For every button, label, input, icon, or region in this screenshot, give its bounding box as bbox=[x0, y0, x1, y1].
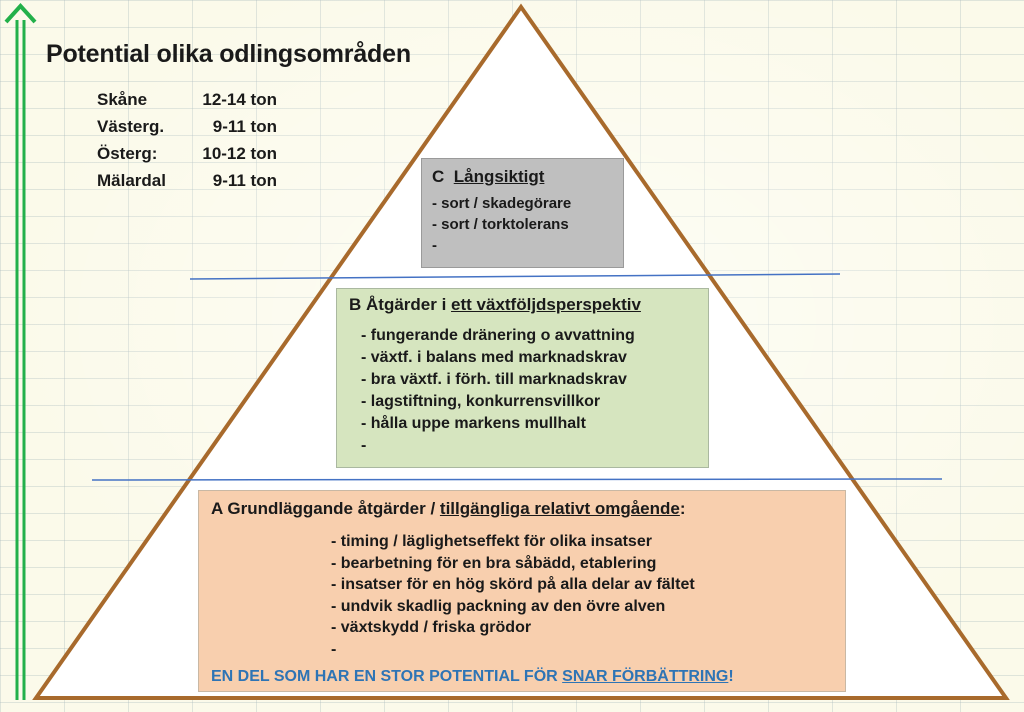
divider-b-a bbox=[92, 479, 942, 480]
region-row bbox=[97, 140, 277, 167]
level-a-title bbox=[211, 499, 833, 519]
level-a-title-suffix: : bbox=[679, 499, 686, 518]
level-b-item: - växtf. i balans med marknadskrav bbox=[361, 349, 627, 366]
region-table bbox=[97, 86, 277, 194]
level-a-item: - bearbetning för en bra såbädd, etablering bbox=[331, 554, 657, 572]
level-b-item: - fungerande dränering o avvattning bbox=[361, 327, 635, 344]
level-c-item: - sort / skadegörare bbox=[432, 195, 572, 212]
level-b-item: - hålla uppe markens mullhalt bbox=[361, 415, 586, 432]
region-name: Västerg. bbox=[97, 116, 165, 136]
region-value: 12-14 ton bbox=[202, 89, 277, 109]
region-value: 9-11 ton bbox=[212, 116, 277, 136]
level-a-item: - insatser för en hög skörd på alla delar av fältet bbox=[331, 576, 695, 593]
footer-prefix: EN DEL SOM HAR EN STOR POTENTIAL FÖR bbox=[211, 668, 558, 685]
level-b-box bbox=[336, 288, 709, 468]
level-b-title-underlined: ett växtföljdsperspektiv bbox=[451, 295, 641, 314]
level-b-list bbox=[349, 325, 698, 457]
page-title: Potential olika odlingsområden bbox=[46, 40, 411, 68]
level-a-item: - timing / läglighetseffekt för olika insatser bbox=[331, 533, 652, 550]
level-c-item: - bbox=[432, 237, 437, 254]
footer-suffix: ! bbox=[728, 668, 734, 685]
level-a-item: - undvik skadlig packning av den övre alven bbox=[331, 597, 666, 615]
level-c-title bbox=[432, 167, 613, 187]
region-name: Österg: bbox=[97, 143, 158, 163]
level-b-item: - lagstiftning, konkurrensvillkor bbox=[361, 393, 601, 410]
level-a-title-prefix: A Grundläggande åtgärder / bbox=[211, 499, 436, 518]
level-b-item: - bbox=[361, 437, 367, 454]
level-a-list bbox=[211, 531, 833, 660]
level-c-letter: C bbox=[432, 167, 445, 186]
level-b-title-prefix: B Åtgärder i bbox=[349, 295, 447, 314]
level-c-title-text: Långsiktigt bbox=[453, 167, 545, 186]
level-b-item: - bra växtf. i förh. till marknadskrav bbox=[361, 371, 627, 388]
region-name: Skåne bbox=[97, 89, 148, 109]
region-name: Mälardal bbox=[97, 170, 166, 190]
level-a-box bbox=[198, 490, 846, 692]
region-value: 9-11 ton bbox=[212, 170, 277, 190]
level-a-footer bbox=[211, 668, 833, 686]
up-arrow bbox=[6, 6, 35, 700]
level-b-title bbox=[349, 295, 698, 315]
level-a-title-underlined: tillgängliga relativt omgående bbox=[439, 499, 680, 518]
level-a-item: - bbox=[331, 640, 337, 658]
region-row bbox=[97, 113, 277, 140]
level-c-box bbox=[421, 158, 624, 268]
level-a-item: - växtskydd / friska grödor bbox=[331, 619, 532, 636]
level-c-item: - sort / torktolerans bbox=[432, 216, 569, 233]
region-value: 10-12 ton bbox=[202, 143, 277, 163]
region-row bbox=[97, 86, 277, 113]
footer-underlined: SNAR FÖRBÄTTRING bbox=[562, 668, 729, 685]
region-row bbox=[97, 167, 277, 194]
